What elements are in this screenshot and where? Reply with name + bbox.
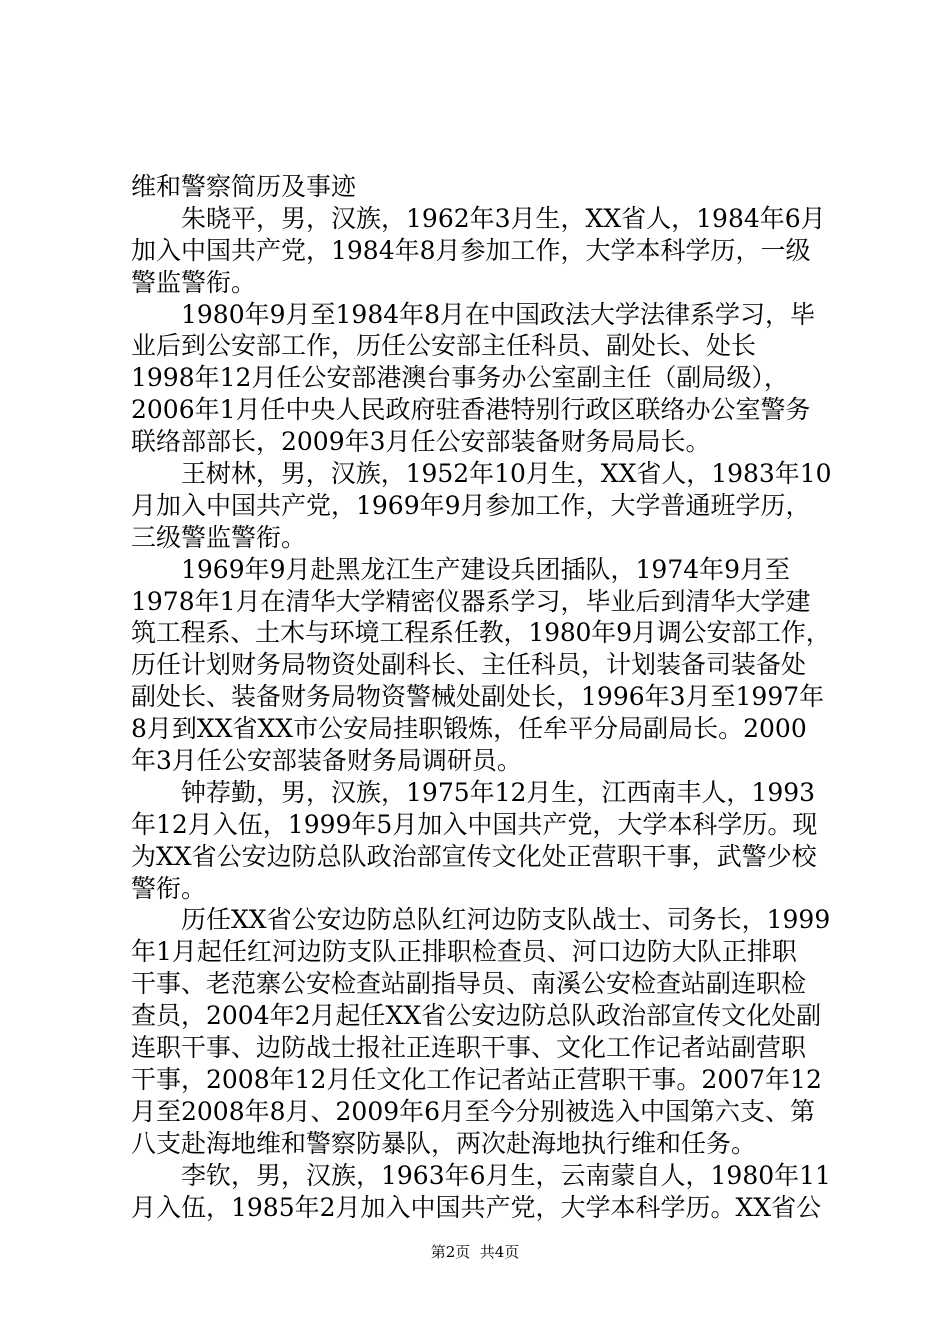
text-line: 三级警监警衔。 [131, 522, 307, 552]
text-line: 副处长、装备财务局物资警械处副处长，1996年3月至1997年 [131, 682, 825, 712]
text-line: 筑工程系、土木与环境工程系任教，1980年9月调公安部工作， [131, 618, 831, 648]
text-line: 1978年1月在清华大学精密仪器系学习，毕业后到清华大学建 [131, 586, 811, 616]
text-line: 王树林，男，汉族，1952年10月生，XX省人，1983年10 [131, 459, 832, 489]
page-footer: 第2页 共4页 [430, 1243, 520, 1261]
text-line: 1969年9月赴黑龙江生产建设兵团插队，1974年9月至 [131, 554, 791, 584]
text-line: 月加入中国共产党，1969年9月参加工作，大学普通班学历， [131, 490, 811, 520]
document-title: 维和警察简历及事迹 [131, 172, 357, 201]
text-line: 1998年12月任公安部港澳台事务办公室副主任（副局级）， [131, 363, 789, 393]
text-line: 警监警衔。 [131, 267, 257, 297]
text-line: 月至2008年8月、2009年6月至今分别被选入中国第六支、第 [131, 1096, 816, 1126]
text-line: 李钦，男，汉族，1963年6月生，云南蒙自人，1980年11 [131, 1160, 831, 1190]
text-line: 联络部部长，2009年3月任公安部装备财务局局长。 [131, 427, 711, 457]
text-line: 八支赴海地维和警察防暴队，两次赴海地执行维和任务。 [131, 1128, 757, 1158]
text-line: 历任XX省公安边防总队红河边防支队战士、司务长，1999 [131, 905, 831, 935]
document-body [131, 171, 831, 1223]
text-line: 2006年1月任中央人民政府驻香港特别行政区联络办公室警务 [131, 395, 811, 425]
text-line: 年3月任公安部装备财务局调研员。 [131, 746, 522, 776]
text-line: 钟荐勤，男，汉族，1975年12月生，江西南丰人，1993 [131, 777, 816, 807]
text-line: 业后到公安部工作，历任公安部主任科员、副处长、处长 [131, 331, 757, 361]
text-line: 年1月起任红河边防支队正排职检查员、河口边防大队正排职 [131, 937, 797, 967]
text-line: 年12月入伍，1999年5月加入中国共产党，大学本科学历。现 [131, 809, 818, 839]
text-line: 1980年9月至1984年8月在中国政法大学法律系学习，毕 [131, 299, 816, 329]
text-line: 加入中国共产党，1984年8月参加工作，大学本科学历，一级 [131, 235, 811, 265]
text-line: 历任计划财务局物资处副科长、主任科员，计划装备司装备处 [131, 650, 807, 680]
text-line: 查员，2004年2月起任XX省公安边防总队政治部宣传文化处副 [131, 1001, 822, 1031]
text-line: 连职干事、边防战士报社正连职干事、文化工作记者站副营职 [131, 1033, 807, 1063]
text-line: 朱晓平，男，汉族，1962年3月生，XX省人，1984年6月 [131, 203, 826, 233]
text-line: 为XX省公安边防总队政治部宣传文化处正营职干事，武警少校 [131, 841, 817, 871]
text-line: 8月到XX省XX市公安局挂职锻炼，任牟平分局副局长。2000 [131, 714, 807, 744]
text-line: 月入伍，1985年2月加入中国共产党，大学本科学历。XX省公 [131, 1192, 822, 1222]
text-line: 干事、老范寨公安检查站副指导员、南溪公安检查站副连职检 [131, 969, 807, 999]
text-line: 警衔。 [131, 873, 207, 903]
text-line: 干事，2008年12月任文化工作记者站正营职干事。2007年12 [131, 1064, 822, 1094]
